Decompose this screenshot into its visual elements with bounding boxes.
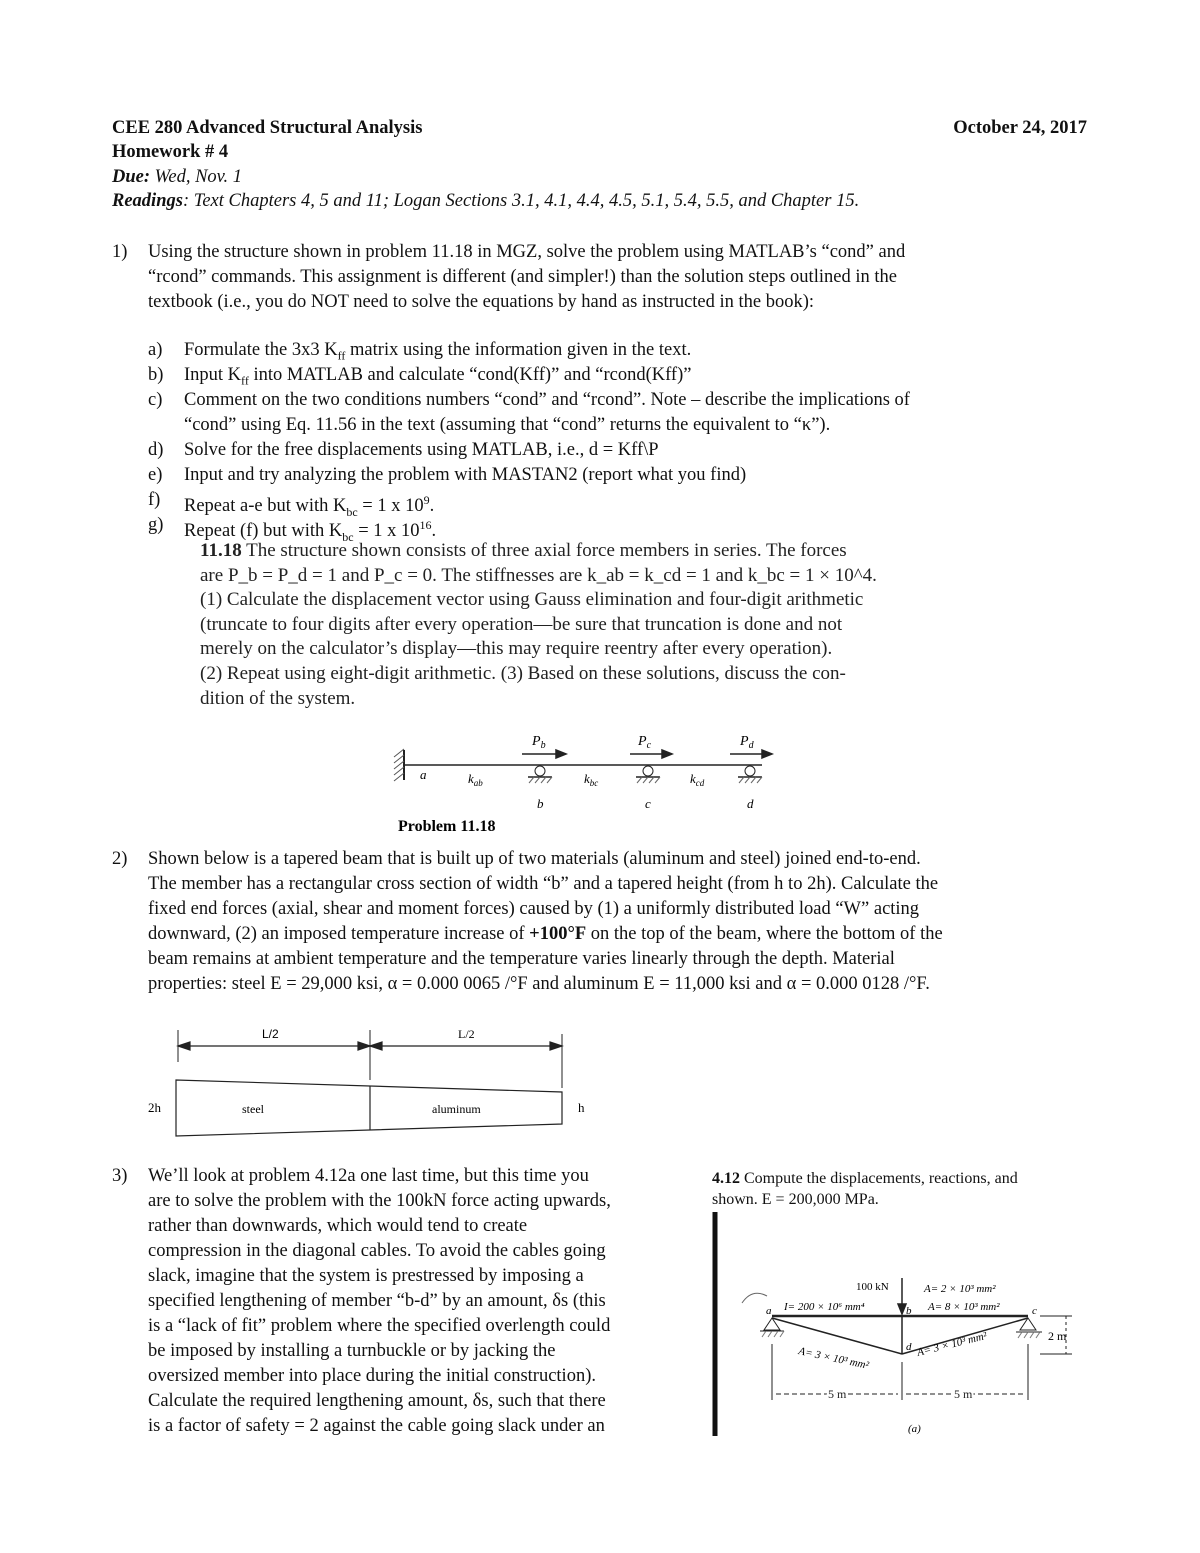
item-sub: ff	[337, 348, 346, 363]
q1-item-b	[148, 363, 1088, 388]
load-arrow-100kn	[898, 1278, 906, 1314]
load-arrow-pc	[630, 750, 672, 758]
due-line	[112, 165, 1087, 190]
node-d: d	[906, 1341, 912, 1353]
inertia-label: I= 200 × 10⁶ mm⁴	[784, 1301, 865, 1313]
item-text: Input K	[184, 365, 242, 385]
subfigure-caption: (a)	[908, 1423, 921, 1435]
truss-diagram	[712, 1168, 1098, 1438]
problem-11-18-excerpt	[200, 539, 980, 711]
readings-label: Readings	[112, 191, 183, 211]
excerpt-line: are P_b = P_d = 1 and P_c = 0. The stiffnesses are k_ab = k_cd = 1 and k_bc = 1 × 10^4.	[200, 564, 877, 586]
q1-line: “rcond” commands. This assignment is different (and simpler!) than the solution steps outlined in the	[148, 267, 897, 287]
q1-line: Using the structure shown in problem 11.18 in MGZ, solve the problem using MATLAB’s “cond” and	[148, 242, 906, 262]
problem-title-line2: shown. E = 200,000 MPa.	[712, 1191, 879, 1208]
q3-line: are to solve the problem with the 100kN force acting upwards,	[148, 1191, 611, 1211]
readings-value: : Text Chapters 4, 5 and 11; Logan Sections 3.1, 4.1, 4.4, 4.5, 5.1, 5.4, 5.5, and Chapter 15.	[182, 191, 860, 211]
temperature-value: +100°F	[529, 924, 587, 944]
load-arrow-pb	[522, 750, 566, 758]
q3-line: compression in the diagonal cables. To avoid the cables going	[148, 1241, 606, 1261]
figure-caption: Problem 11.18	[398, 818, 496, 835]
q2-line: properties: steel E = 29,000 ksi, α = 0.000 0065 /°F and aluminum E = 11,000 ksi and α = 0.000 0128 /°F.	[148, 974, 930, 994]
node-b: b	[537, 796, 544, 811]
course-title: CEE 280 Advanced Structural Analysis	[112, 118, 423, 138]
item-label: g)	[148, 515, 164, 535]
q2-text	[148, 847, 1093, 997]
item-sup: 16	[419, 518, 432, 532]
item-sup: 9	[423, 493, 430, 507]
cable-a-d	[772, 1318, 902, 1354]
item-text: = 1 x 10	[353, 521, 420, 542]
q3-line: slack, imagine that the system is prestressed by imposing a	[148, 1266, 584, 1286]
area-top-left: A= 2 × 10³ mm²	[924, 1283, 996, 1295]
q2-line: beam remains at ambient temperature and the temperature varies linearly through the depth. Material	[148, 949, 895, 969]
load-arrow-pd	[730, 750, 772, 758]
q1-subitems	[148, 338, 1088, 544]
q1-item-c-cont	[148, 413, 1088, 438]
item-text: Repeat (f) but with K	[184, 521, 343, 542]
q3-line: oversized member into place during the initial construction).	[148, 1366, 596, 1386]
q1-number: 1)	[112, 242, 128, 262]
node-c: c	[1032, 1305, 1037, 1317]
area-top-right: A= 8 × 10³ mm²	[928, 1301, 1000, 1313]
q3-number: 3)	[112, 1166, 128, 1186]
item-text: = 1 x 10	[357, 496, 424, 517]
item-text: Repeat a-e but with K	[184, 496, 347, 517]
item-text: Comment on the two conditions numbers “cond” and “rcond”. Note – describe the implications of	[184, 390, 910, 410]
item-label: b)	[148, 365, 164, 385]
excerpt-line: dition of the system.	[200, 687, 356, 709]
steel-label: steel	[242, 1102, 264, 1116]
item-sub: bc	[346, 504, 358, 519]
tapered-beam	[176, 1080, 562, 1136]
span-label-2: 5 m	[954, 1387, 973, 1401]
aluminum-label: aluminum	[432, 1102, 481, 1116]
item-sub: ff	[241, 373, 249, 388]
item-text: Input and try analyzing the problem with MASTAN2 (report what you find)	[184, 465, 747, 485]
node-a: a	[766, 1305, 772, 1317]
due-value: Wed, Nov. 1	[154, 167, 243, 187]
item-label: e)	[148, 465, 163, 485]
item-text: Solve for the free displacements using MATLAB, i.e., d = Kff\P	[184, 440, 659, 460]
q1-item-e	[148, 463, 1088, 488]
q2-number: 2)	[112, 849, 128, 869]
area-diag-left: A= 3 × 10³ mm²	[797, 1345, 870, 1372]
q2-line: The member has a rectangular cross section of width “b” and a tapered height (from h to 2h). Calculate the	[148, 874, 939, 894]
q2-line: Shown below is a tapered beam that is built up of two materials (aluminum and steel) joined end-to-end.	[148, 849, 921, 869]
q3-line: is a “lack of fit” problem where the specified overlength could	[148, 1316, 611, 1336]
item-text: matrix using the information given in the text.	[345, 340, 692, 360]
q3-line: Calculate the required lengthening amount, δs, such that there	[148, 1391, 606, 1411]
homework-number: Homework # 4	[112, 142, 229, 162]
problem-4-12-figure	[712, 1168, 1098, 1438]
due-label: Due:	[112, 167, 151, 187]
q2-line: on the top of the beam, where the bottom of the	[586, 924, 943, 944]
dim-label-right: L/2	[458, 1027, 475, 1041]
height-label: 2 m	[1048, 1329, 1067, 1343]
item-text: “cond” using Eq. 11.56 in the text (assuming that “cond” returns the equivalent to “κ”).	[184, 415, 831, 435]
q1-text	[148, 240, 1093, 315]
item-label: c)	[148, 390, 163, 410]
item-label: a)	[148, 340, 163, 360]
rotation-mark	[742, 1293, 767, 1303]
item-text: Formulate the 3x3 K	[184, 340, 338, 360]
dim-arrow-right	[370, 1042, 562, 1050]
q3-line: We’ll look at problem 4.12a one last time, but this time you	[148, 1166, 589, 1186]
roller-support-c	[636, 766, 660, 783]
item-text: .	[429, 496, 435, 517]
label-pb: $P_b$	[532, 734, 546, 751]
node-d: d	[747, 796, 754, 811]
tapered-beam-figure	[140, 1020, 600, 1145]
dim-arrow-left	[178, 1042, 370, 1050]
excerpt-line: (1) Calculate the displacement vector using Gauss elimination and four-digit arithmetic	[200, 589, 864, 611]
item-text: .	[431, 521, 437, 542]
roller-support-d	[738, 766, 762, 783]
item-text: into MATLAB and calculate “cond(Kff)” and “rcond(Kff)”	[248, 365, 692, 385]
q3-line: is a factor of safety = 2 against the cable going slack under an	[148, 1416, 605, 1436]
q3-line: specified lengthening of member “b-d” by an amount, δs (this	[148, 1291, 606, 1311]
q1-item-g	[148, 513, 1088, 544]
q3-line: be imposed by installing a turnbuckle or by jacking the	[148, 1341, 556, 1361]
q1-item-c	[148, 388, 1088, 413]
header-date: October 24, 2017	[953, 118, 1087, 138]
q1-item-d	[148, 438, 1088, 463]
q3-text	[148, 1164, 703, 1439]
node-c: c	[645, 796, 651, 811]
q2-line: fixed end forces (axial, shear and moment forces) caused by (1) a uniformly distributed load “W” acting	[148, 899, 920, 919]
q1-item-a	[148, 338, 1088, 363]
excerpt-number: 11.18	[200, 540, 242, 561]
q2-line: downward, (2) an imposed temperature increase of	[148, 924, 530, 944]
wall-hatch	[394, 749, 404, 781]
item-sub: bc	[342, 529, 354, 544]
item-label: f)	[148, 490, 161, 510]
q1-item-f	[148, 488, 1088, 519]
dim-label-left: L/2	[262, 1027, 279, 1041]
problem-number: 4.12	[712, 1170, 740, 1187]
load-label: 100 kN	[856, 1281, 889, 1293]
excerpt-line: merely on the calculator’s display—this may require reentry after every operation).	[200, 638, 833, 660]
problem-title: Compute the displacements, reactions, and	[740, 1170, 1018, 1187]
excerpt-line: (2) Repeat using eight-digit arithmetic. (3) Based on these solutions, discuss the con-	[200, 662, 846, 684]
node-b: b	[906, 1305, 912, 1317]
label-pc: $P_c$	[638, 734, 652, 751]
problem-11-18-figure	[390, 725, 790, 840]
label-kab: $k_{ab}$	[468, 771, 483, 788]
node-a: a	[420, 767, 427, 782]
span-label-1: 5 m	[828, 1387, 847, 1401]
label-pd: $P_d$	[740, 734, 754, 751]
q1-line: textbook (i.e., you do NOT need to solve the equations by hand as instructed in the book):	[148, 292, 815, 312]
item-label: d)	[148, 440, 164, 460]
q3-line: rather than downwards, which would tend to create	[148, 1216, 528, 1236]
excerpt-line: The structure shown consists of three axial force members in series. The forces	[241, 540, 847, 561]
label-kcd: $k_{cd}$	[690, 771, 705, 788]
label-kbc: $k_{bc}$	[584, 771, 599, 788]
course-header	[112, 116, 1087, 141]
height-right-label: h	[578, 1100, 585, 1115]
excerpt-line: (truncate to four digits after every operation—be sure that truncation is done and not	[200, 613, 843, 635]
area-diag-right: A= 3 × 10³ mm²	[915, 1329, 989, 1359]
roller-support-b	[528, 766, 552, 783]
readings-line	[112, 189, 1087, 214]
height-left-label: 2h	[148, 1100, 161, 1115]
